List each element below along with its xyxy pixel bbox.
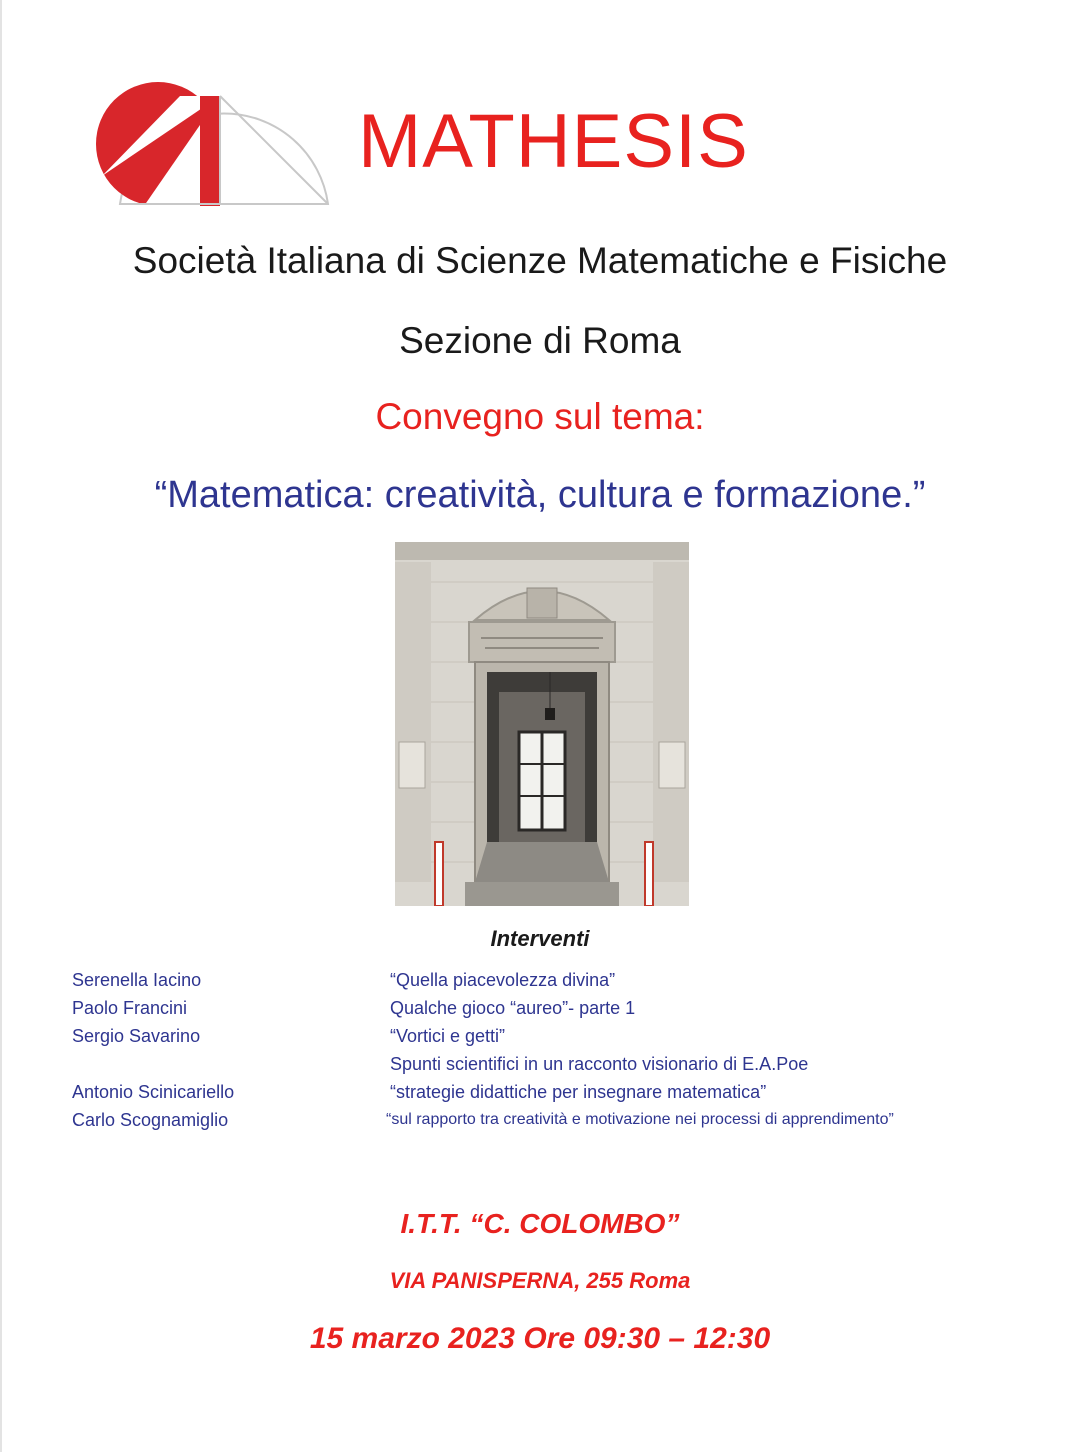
society-name: Società Italiana di Scienze Matematiche e Fisiche [132, 240, 948, 281]
speaker-name: Sergio Savarino [72, 1026, 201, 1046]
section-name: Sezione di Roma [399, 320, 681, 361]
talk-title: “Quella piacevolezza divina” [390, 970, 616, 990]
talk-title: “strategie didattiche per insegnare matematica” [390, 1082, 767, 1102]
convegno-theme: “Matematica: creatività, cultura e formazione.” [154, 474, 926, 516]
speaker-name: Carlo Scognamiglio [72, 1110, 229, 1130]
speaker-name: Paolo Francini [72, 998, 188, 1018]
venue-address: VIA PANISPERNA, 255 Roma [389, 1268, 691, 1293]
page-title: MATHESIS [358, 99, 749, 184]
talk-title: “Vortici e getti” [390, 1026, 506, 1046]
speaker-name: Antonio Scinicariello [72, 1082, 235, 1102]
speaker-name: Serenella Iacino [72, 970, 202, 990]
mathesis-logo [84, 78, 330, 210]
interventi-heading: Interventi [490, 926, 590, 951]
talk-title: “sul rapporto tra creatività e motivazione nei processi di apprendimento” [386, 1111, 894, 1128]
event-datetime: 15 marzo 2023 Ore 09:30 – 12:30 [309, 1322, 771, 1355]
talk-title: Spunti scientifici in un racconto visionario di E.A.Poe [390, 1054, 809, 1074]
convegno-label: Convegno sul tema: [375, 396, 705, 437]
venue-name: I.T.T. “C. COLOMBO” [400, 1208, 680, 1239]
school-entrance-photo [395, 542, 689, 906]
talk-title: Qualche gioco “aureo”- parte 1 [390, 998, 636, 1018]
